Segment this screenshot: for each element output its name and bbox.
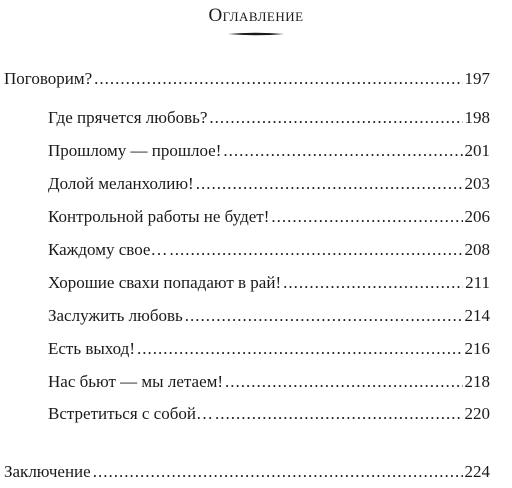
- toc-entry-label: Прошлому — прошлое!: [48, 141, 222, 160]
- toc-entry-section[interactable]: [48, 140, 490, 162]
- toc-entry-page: 218: [464, 372, 490, 391]
- dot-leader: [271, 206, 462, 228]
- dot-leader: [185, 305, 463, 327]
- toc-entry-page: 211: [465, 273, 490, 292]
- toc-entry-label: Нас бьют — мы летаем!: [48, 372, 224, 391]
- toc-entry-section[interactable]: [48, 173, 490, 195]
- toc-entry-page: 224: [464, 462, 490, 481]
- toc-entry-page: 216: [464, 339, 490, 358]
- toc-entry-label: Поговорим?: [4, 69, 93, 88]
- toc-entry-label: Заслужить любовь: [48, 306, 183, 325]
- dot-leader: [215, 403, 463, 425]
- dot-leader: [94, 68, 462, 90]
- toc-entry-section[interactable]: [48, 239, 490, 261]
- dot-leader: [223, 140, 462, 162]
- title-ornament-line: [226, 31, 286, 37]
- dot-leader: [225, 371, 462, 393]
- toc-entry-page: 197: [464, 69, 490, 88]
- toc-entry-page: 203: [464, 174, 490, 193]
- toc-entry-section[interactable]: [48, 338, 490, 360]
- toc-entry-section[interactable]: [48, 305, 490, 327]
- toc-entry-section[interactable]: [48, 206, 490, 228]
- dot-leader: [283, 272, 463, 294]
- dot-leader: [137, 338, 463, 360]
- toc-entry-section[interactable]: [48, 107, 490, 129]
- toc-entry-page: 198: [464, 108, 490, 127]
- toc-header: [0, 0, 512, 37]
- toc-entry-label: Встретиться с собой…: [48, 404, 213, 423]
- toc-entry-label: Где прячется любовь?: [48, 108, 208, 127]
- toc-entry-page: 206: [464, 207, 490, 226]
- toc-entry-label: Есть выход!: [48, 339, 135, 358]
- dot-leader: [169, 239, 462, 261]
- dot-leader: [196, 173, 463, 195]
- toc-entry-page: 214: [464, 306, 490, 325]
- toc-entry-page: 201: [464, 141, 490, 160]
- toc-entry-section[interactable]: [48, 371, 490, 393]
- toc-entry-section[interactable]: [48, 272, 490, 294]
- dot-leader: [93, 461, 463, 483]
- toc-entry-label: Долой меланхолию!: [48, 174, 194, 193]
- page-title: Оглавление: [208, 5, 304, 26]
- toc-entry-label: Заключение: [4, 462, 91, 481]
- toc-entry-label: Хорошие свахи попадают в рай!: [48, 273, 282, 292]
- toc-entry-label: Контрольной работы не будет!: [48, 207, 270, 226]
- toc-entry-chapter[interactable]: [4, 461, 490, 483]
- dot-leader: [209, 107, 462, 129]
- toc-entry-section[interactable]: [48, 403, 490, 425]
- toc-entry-page: 220: [464, 404, 490, 423]
- toc-entry-chapter[interactable]: [4, 68, 490, 90]
- toc-entry-label: Каждому свое…: [48, 240, 168, 259]
- toc-entry-page: 208: [464, 240, 490, 259]
